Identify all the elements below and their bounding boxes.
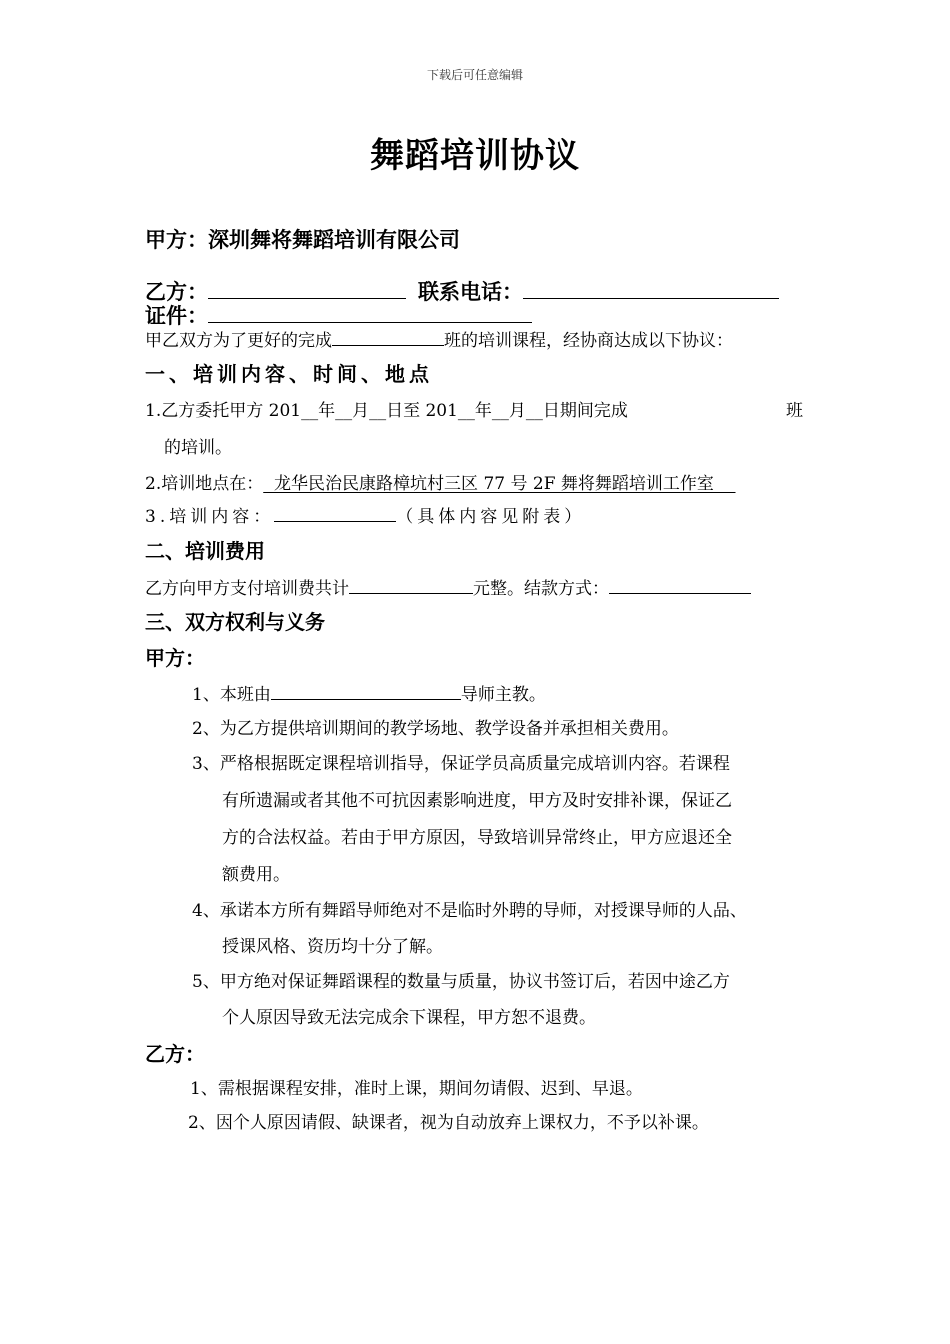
party-a-duty-3-line-4: 额费用。	[222, 865, 290, 885]
duty-1-suffix: 导师主教。	[460, 685, 546, 705]
document-title: 舞蹈培训协议	[370, 136, 580, 176]
training-content-label: 3.培训内容：	[145, 507, 275, 527]
party-b-duty-1: 1、需根据课程安排，准时上课，期间勿请假、迟到、早退。	[190, 1079, 643, 1099]
section1-item3	[145, 502, 585, 527]
section1-item1-end: 班	[786, 401, 803, 421]
section1-item2	[145, 469, 736, 494]
party-b-id-blank[interactable]	[208, 304, 532, 323]
training-content-note: （具体内容见附表）	[396, 507, 586, 527]
party-a-duties-heading: 甲方：	[145, 646, 205, 670]
section3-heading: 三、双方权利与义务	[145, 610, 325, 634]
intro-prefix: 甲乙双方为了更好的完成	[145, 331, 332, 351]
party-b-duties-heading: 乙方：	[145, 1042, 205, 1066]
payment-method-blank[interactable]	[609, 577, 751, 594]
section1-heading: 一、培训内容、时间、地点	[145, 362, 433, 386]
party-a-duty-3-line-3: 方的合法权益。若由于甲方原因，导致培训异常终止，甲方应退还全	[222, 828, 732, 848]
party-a-duty-3-line-2: 有所遗漏或者其他不可抗因素影响进度，甲方及时安排补课，保证乙	[222, 791, 732, 811]
training-location-label: 2.培训地点在：	[145, 474, 264, 494]
class-name-blank[interactable]	[332, 329, 444, 346]
party-a-line	[145, 224, 460, 254]
party-b-id-label: 证件：	[145, 304, 208, 328]
intro-suffix: 班的培训课程，经协商达成以下协议：	[444, 331, 733, 351]
fee-amount-blank[interactable]	[349, 577, 473, 594]
section1-item1-main: 1.乙方委托甲方 201__年__月__日至 201__年__月__日期间完成	[145, 401, 628, 421]
party-b-phone-label: 联系电话：	[418, 280, 523, 304]
party-a-label: 甲方：	[145, 228, 208, 252]
party-b-phone-blank[interactable]	[523, 280, 779, 299]
training-location-value: 龙华民治民康路樟坑村三区 77 号 2F 舞将舞蹈培训工作室	[263, 474, 736, 494]
training-content-blank[interactable]	[274, 505, 396, 522]
intro-line	[145, 326, 733, 351]
fee-prefix: 乙方向甲方支付培训费共计	[145, 579, 349, 599]
party-a-duty-2: 2、为乙方提供培训期间的教学场地、教学设备并承担相关费用。	[192, 719, 679, 739]
party-b-label: 乙方：	[145, 280, 208, 304]
party-a-name: 深圳舞将舞蹈培训有限公司	[208, 228, 460, 252]
party-a-duty-3-line-1: 3、严格根据既定课程培训指导，保证学员高质量完成培训内容。若课程	[192, 754, 730, 774]
fee-mid: 元整。结款方式：	[473, 579, 609, 599]
header-note: 下载后可任意编辑	[426, 68, 523, 82]
section2-heading: 二、培训费用	[145, 539, 265, 563]
fee-line	[145, 574, 751, 599]
party-b-duty-2: 2、因个人原因请假、缺课者，视为自动放弃上课权力，不予以补课。	[188, 1113, 709, 1133]
party-a-duty-1	[192, 680, 546, 705]
section1-item1-cont: 的培训。	[164, 438, 232, 458]
duty-1-prefix: 1、本班由	[192, 685, 271, 705]
party-a-duty-5-line-1: 5、甲方绝对保证舞蹈课程的数量与质量，协议书签订后，若因中途乙方	[192, 972, 730, 992]
party-a-duty-5-line-2: 个人原因导致无法完成余下课程，甲方恕不退费。	[222, 1008, 596, 1028]
instructor-blank[interactable]	[271, 683, 461, 700]
party-a-duty-4-line-2: 授课风格、资历均十分了解。	[222, 937, 443, 957]
party-a-duty-4-line-1: 4、承诺本方所有舞蹈导师绝对不是临时外聘的导师，对授课导师的人品、	[192, 901, 747, 921]
party-b-name-blank[interactable]	[208, 280, 406, 299]
